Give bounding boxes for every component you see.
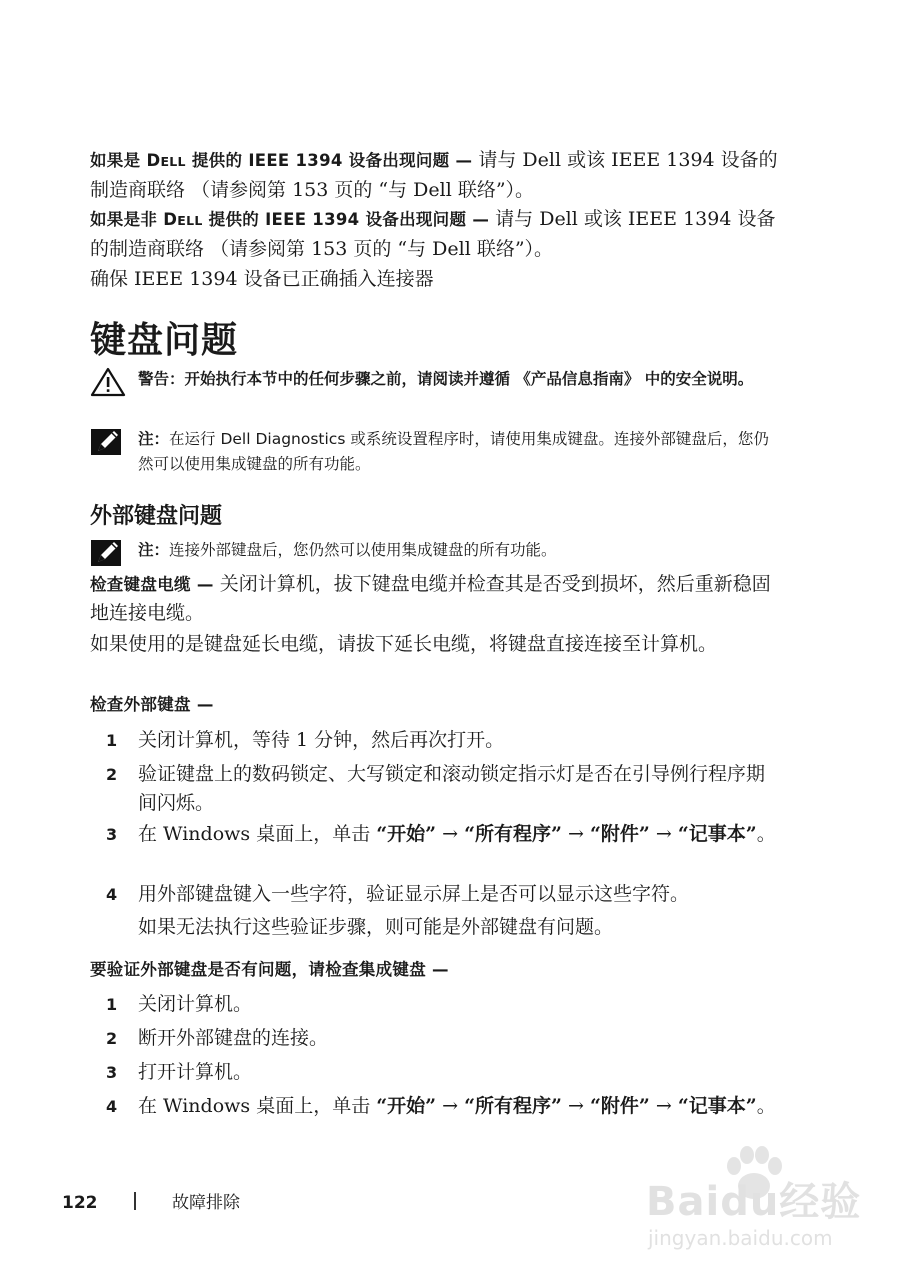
section-title: 键盘问题: [90, 320, 239, 361]
step-text: 关闭计算机，等待 1 分钟，然后再次打开。: [138, 729, 505, 751]
step-text: 关闭计算机。: [138, 993, 253, 1015]
note-pencil-icon: [90, 427, 126, 457]
step-number: 1: [106, 731, 118, 750]
paragraph-non-dell-ieee1394: [90, 205, 780, 264]
list-item: [90, 760, 790, 820]
list-item: [90, 1058, 790, 1088]
note-text: 在运行 Dell Diagnostics 或系统设置程序时，请使用集成键盘。连接外部键盘后，您仍然可以使用集成键盘的所有功能。: [138, 430, 769, 473]
page-number: 122: [62, 1193, 98, 1213]
step-number: 1: [106, 995, 118, 1014]
chapter-title: 故障排除: [172, 1193, 240, 1213]
paragraph-extension-cable: 如果使用的是键盘延长电缆，请拔下延长电缆，将键盘直接连接至计算机。: [90, 633, 718, 655]
list-item: [90, 820, 790, 880]
list-item: [90, 726, 790, 756]
paragraph-check-external: [90, 690, 780, 719]
step-number: 3: [106, 1063, 118, 1082]
step-text: 验证键盘上的数码锁定、大写锁定和滚动锁定指示灯是否在引导例行程序期间闪烁。: [138, 763, 766, 814]
paragraph-ensure-connection: 确保 IEEE 1394 设备已正确插入连接器: [90, 268, 434, 290]
paragraph-lead: 检查键盘电缆 —: [90, 575, 214, 594]
paragraph-text: 请与 Dell 或该 IEEE 1394 设备的制造商联络 （请参阅第 153 页的 “与 Dell 联络”）。: [90, 208, 776, 260]
warning-triangle-icon: [90, 367, 126, 397]
paragraph-verify-integrated: [90, 955, 780, 984]
paragraph-after-steps: 如果无法执行这些验证步骤，则可能是外部键盘有问题。: [138, 916, 614, 938]
watermark-url: jingyan.baidu.com: [648, 1226, 833, 1250]
step-text: 用外部键盘键入一些字符，验证显示屏上是否可以显示这些字符。: [138, 883, 690, 905]
step-number: 2: [106, 1029, 118, 1048]
paragraph-text: 请与 Dell 或该 IEEE 1394 设备的制造商联络 （请参阅第 153 页的 “与 Dell 联络”）。: [90, 149, 778, 201]
note-text: 连接外部键盘后，您仍然可以使用集成键盘的所有功能。: [169, 541, 557, 559]
baidu-watermark: [636, 1140, 876, 1270]
subsection-title: 外部键盘问题: [90, 504, 223, 529]
note-notice: [90, 427, 790, 481]
list-item: [90, 880, 790, 910]
step-number: 2: [106, 765, 118, 784]
step-number: 4: [106, 885, 118, 904]
warning-notice: [90, 367, 790, 421]
list-item: [90, 990, 790, 1020]
warning-text-block: [138, 367, 778, 392]
paragraph-lead: 检查外部键盘 —: [90, 695, 214, 714]
note-pencil-icon: [90, 538, 126, 568]
step-number: 3: [106, 825, 118, 844]
step-text: 在 Windows 桌面上，单击 “开始” → “所有程序” → “附件” → “记事本”。: [138, 1095, 776, 1117]
paragraph-lead: 如果是 DELL 提供的 IEEE 1394 设备出现问题 —: [90, 151, 473, 170]
paragraph-lead: 如果是非 DELL 提供的 IEEE 1394 设备出现问题 —: [90, 210, 490, 229]
watermark-brand: Baidu经验: [646, 1179, 862, 1225]
note-text-block: [138, 538, 778, 563]
step-text: 打开计算机。: [138, 1061, 253, 1083]
warning-text: 开始执行本节中的任何步骤之前，请阅读并遵循 《产品信息指南》 中的安全说明。: [184, 370, 754, 388]
step-text: 断开外部键盘的连接。: [138, 1027, 329, 1049]
paragraph-check-cable: [90, 570, 780, 628]
note-label: 注：: [138, 541, 170, 559]
footer-divider: [134, 1192, 136, 1210]
list-item: [90, 1024, 790, 1054]
note-text-block: [138, 427, 778, 477]
paragraph-text: 关闭计算机，拔下键盘电缆并检查其是否受到损坏，然后重新稳固地连接电缆。: [90, 573, 771, 624]
paragraph-dell-ieee1394: [90, 146, 780, 205]
paragraph-lead: 要验证外部键盘是否有问题，请检查集成键盘 —: [90, 960, 449, 979]
warning-label: 警告：: [138, 370, 185, 388]
note-notice: [90, 538, 790, 568]
note-label: 注：: [138, 430, 170, 448]
step-number: 4: [106, 1097, 118, 1116]
step-text: 在 Windows 桌面上，单击 “开始” → “所有程序” → “附件” → “记事本”。: [138, 823, 776, 845]
